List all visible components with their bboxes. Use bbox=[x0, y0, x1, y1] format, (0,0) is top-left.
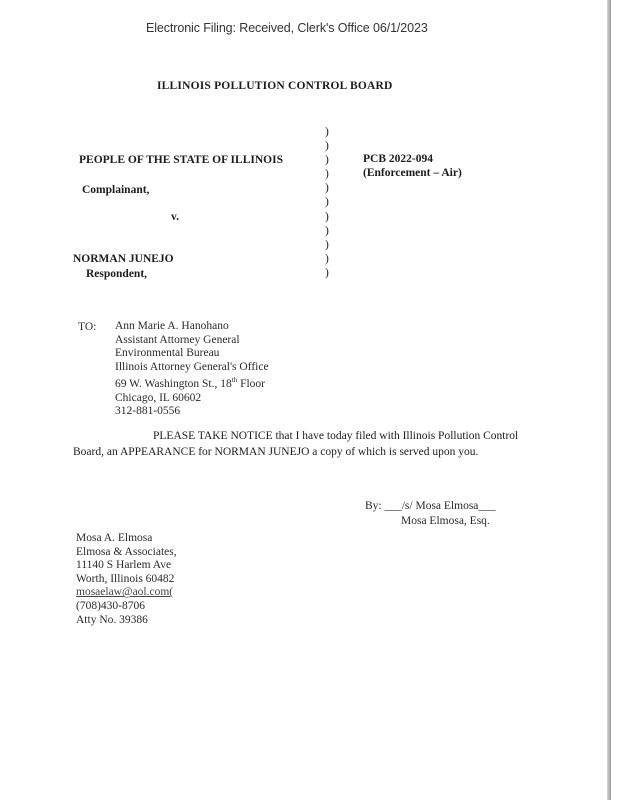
recipient-office: Illinois Attorney General's Office bbox=[115, 360, 269, 373]
recipient-title: Assistant Attorney General bbox=[115, 333, 240, 346]
complainant-party: PEOPLE OF THE STATE OF ILLINOIS bbox=[79, 154, 283, 166]
recipient-address bbox=[115, 320, 269, 419]
floor-superscript: th bbox=[231, 376, 238, 385]
paren: ) bbox=[325, 126, 329, 138]
notice-line-2: Board, an APPEARANCE for NORMAN JUNEJO a copy of which is served upon you. bbox=[73, 446, 479, 458]
case-type: (Enforcement – Air) bbox=[363, 167, 462, 179]
attorney-signature-block bbox=[76, 532, 177, 627]
attorney-name: Mosa A. Elmosa bbox=[76, 532, 153, 544]
recipient-city: Chicago, IL 60602 bbox=[115, 391, 202, 404]
respondent-party: NORMAN JUNEJO bbox=[73, 253, 174, 265]
paren: ) bbox=[325, 210, 329, 223]
paren: ) bbox=[325, 168, 329, 181]
complainant-role: Complainant, bbox=[82, 184, 150, 196]
respondent-role: Respondent, bbox=[86, 268, 148, 280]
board-title: ILLINOIS POLLUTION CONTROL BOARD bbox=[157, 80, 393, 92]
attorney-number: Atty No. 39386 bbox=[76, 613, 148, 626]
paren: ) bbox=[325, 252, 329, 265]
page-edge-shadow bbox=[607, 0, 611, 800]
paren: ) bbox=[325, 238, 329, 251]
attorney-city: Worth, Illinois 60482 bbox=[76, 572, 175, 585]
case-number: PCB 2022-094 bbox=[363, 153, 433, 165]
recipient-phone: 312-881-0556 bbox=[115, 405, 181, 418]
recipient-name: Ann Marie A. Hanohano bbox=[115, 320, 229, 332]
recipient-street bbox=[115, 374, 269, 391]
filing-stamp: Electronic Filing: Received, Clerk's Office 06/1/2023 bbox=[146, 21, 428, 35]
paren: ) bbox=[325, 140, 329, 153]
paren: ) bbox=[325, 224, 329, 237]
notice-line-1: PLEASE TAKE NOTICE that I have today filed with Illinois Pollution Control bbox=[153, 430, 519, 442]
paren: ) bbox=[325, 182, 329, 195]
recipient-bureau: Environmental Bureau bbox=[115, 347, 220, 360]
versus-label: v. bbox=[171, 211, 179, 223]
paren: ) bbox=[325, 196, 329, 209]
paren: ) bbox=[325, 154, 329, 167]
attorney-firm: Elmosa & Associates, bbox=[76, 545, 177, 558]
attorney-phone: (708)430-8706 bbox=[76, 599, 145, 612]
by-signature-line: By: ___/s/ Mosa Elmosa___ bbox=[365, 500, 496, 512]
by-name-line: Mosa Elmosa, Esq. bbox=[401, 515, 490, 527]
paren: ) bbox=[325, 266, 329, 279]
notice-paragraph bbox=[73, 428, 553, 460]
caption-paren-column bbox=[325, 125, 337, 280]
attorney-street: 11140 S Harlem Ave bbox=[76, 559, 172, 572]
to-label: TO: bbox=[78, 321, 97, 333]
attorney-email-link[interactable]: mosaelaw@aol.com( bbox=[76, 586, 174, 599]
street-text: 69 W. Washington St., 18 bbox=[115, 378, 232, 391]
floor-text: Floor bbox=[237, 378, 266, 391]
